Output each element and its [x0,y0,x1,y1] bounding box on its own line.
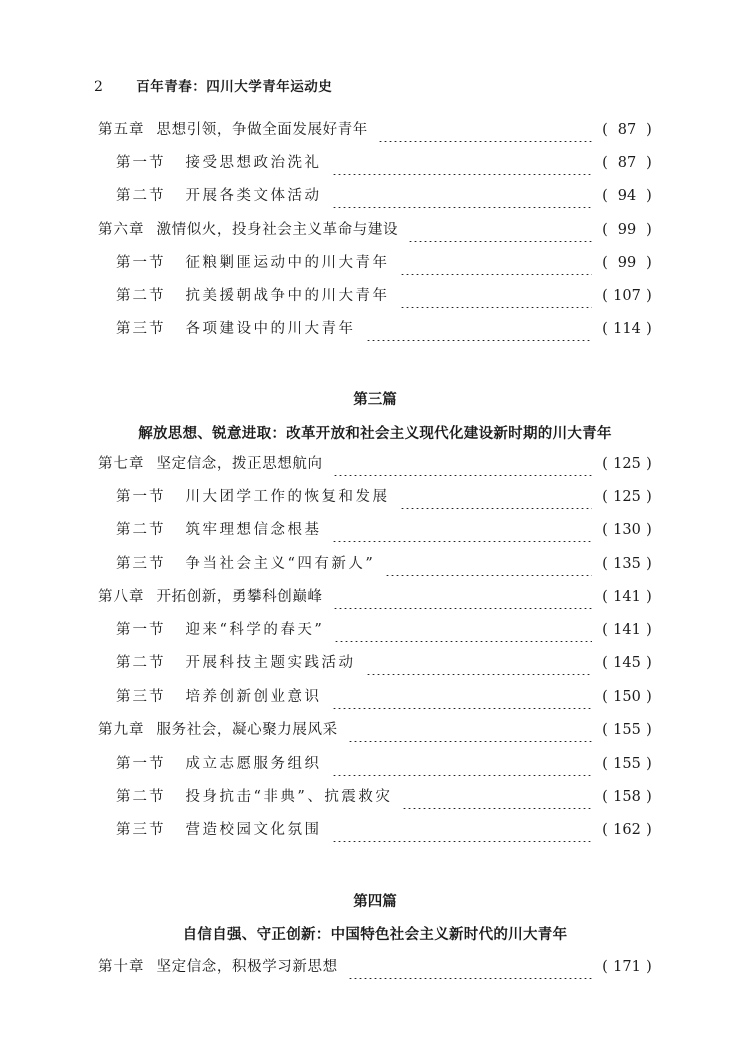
toc-entry-section[interactable] [116,685,654,709]
toc-entry-section[interactable] [116,518,654,542]
entry-page: ( 94 ) [602,188,652,204]
entry-page: ( 99 ) [602,255,652,271]
toc-entry-section[interactable] [116,752,654,776]
leader-dots [332,752,593,776]
toc-entry-section[interactable] [116,151,654,175]
toc-entry-section[interactable] [116,317,654,341]
entry-page: ( 125 ) [602,489,652,505]
entry-label: 第六章 [98,222,145,238]
leader-dots [366,317,593,341]
entry-page: ( 114 ) [602,321,652,337]
entry-label: 第十章 [98,959,145,975]
entry-title: 坚定信念，积极学习新思想 [156,959,338,975]
entry-page: ( 125 ) [602,456,652,472]
toc-entry-section[interactable] [116,284,654,308]
toc-entry-section[interactable] [116,818,654,842]
entry-page: ( 130 ) [602,522,652,538]
leader-dots [333,585,592,609]
leader-dots [332,518,593,542]
entry-page: ( 87 ) [602,155,652,171]
entry-page: ( 162 ) [602,822,652,838]
entry-title: 争当社会主义“四有新人” [185,556,376,572]
entry-label: 第一节 [116,255,166,271]
entry-label: 第一节 [116,622,166,638]
entry-page: ( 155 ) [602,756,652,772]
part-four-subtitle: 自信自强、守正创新：中国特色社会主义新时代的川大青年 [182,927,568,943]
entry-page: ( 141 ) [602,622,652,638]
entry-label: 第三节 [116,689,166,705]
entry-title: 筑牢理想信念根基 [185,522,322,538]
entry-label: 第一节 [116,756,166,772]
entry-page: ( 155 ) [602,722,652,738]
toc-entry-chapter-8[interactable] [98,585,654,609]
entry-label: 第三节 [116,321,166,337]
toc-entry-section[interactable] [116,251,654,275]
toc-entry-section[interactable] [116,184,654,208]
entry-label: 第二节 [116,789,166,805]
entry-title: 坚定信念，拨正思想航向 [156,456,323,472]
toc-entry-chapter-7[interactable] [98,452,654,476]
entry-title: 征粮剿匪运动中的川大青年 [185,255,390,271]
entry-label: 第三节 [116,556,166,572]
leader-dots [378,118,592,142]
entry-title: 抗美援朝战争中的川大青年 [185,288,390,304]
leader-dots [332,818,593,842]
toc-entry-section[interactable] [116,785,654,809]
entry-label: 第三节 [116,822,166,838]
entry-page: ( 135 ) [602,556,652,572]
entry-label: 第八章 [98,589,145,605]
leader-dots [348,718,592,742]
entry-label: 第一节 [116,155,166,171]
entry-page: ( 150 ) [602,689,652,705]
leader-dots [402,785,592,809]
page-number: 2 [94,79,103,95]
entry-label: 第二节 [116,655,166,671]
part-three-subtitle: 解放思想、锐意进取：改革开放和社会主义现代化建设新时期的川大青年 [138,426,612,442]
entry-title: 开展科技主题实践活动 [185,655,356,671]
entry-page: ( 87 ) [602,122,652,138]
leader-dots [332,184,593,208]
entry-label: 第七章 [98,456,145,472]
entry-label: 第二节 [116,522,166,538]
entry-title: 思想引领，争做全面发展好青年 [156,122,368,138]
leader-dots [400,284,593,308]
entry-page: ( 145 ) [602,655,652,671]
entry-title: 投身抗击“非典”、抗震救灾 [185,789,393,805]
entry-page: ( 141 ) [602,589,652,605]
entry-title: 各项建设中的川大青年 [185,321,356,337]
entry-title: 川大团学工作的恢复和发展 [185,489,390,505]
toc-entry-section[interactable] [116,485,654,509]
entry-page: ( 171 ) [602,959,652,975]
entry-label: 第五章 [98,122,145,138]
leader-dots [334,618,592,642]
part-four-title: 第四篇 [353,894,397,910]
entry-title: 迎来“科学的春天” [185,622,325,638]
toc-entry-chapter-6[interactable] [98,218,654,242]
running-header [94,76,332,98]
entry-label: 第二节 [116,288,166,304]
leader-dots [385,552,592,576]
leader-dots [400,485,593,509]
entry-title: 开展各类文体活动 [185,188,322,204]
book-title: 百年青春：四川大学青年运动史 [136,79,333,95]
entry-label: 第一节 [116,489,166,505]
leader-dots [332,151,593,175]
toc-entry-section[interactable] [116,552,654,576]
toc-entry-chapter-5[interactable] [98,118,654,142]
entry-title: 接受思想政治洗礼 [185,155,322,171]
entry-page: ( 107 ) [602,288,652,304]
leader-dots [332,685,593,709]
entry-title: 营造校园文化氛围 [185,822,322,838]
leader-dots [348,955,592,979]
entry-title: 激情似火，投身社会主义革命与建设 [156,222,399,238]
leader-dots [333,452,592,476]
toc-entry-chapter-9[interactable] [98,718,654,742]
entry-label: 第九章 [98,722,145,738]
entry-title: 成立志愿服务组织 [185,756,322,772]
entry-title: 培养创新创业意识 [185,689,322,705]
leader-dots [408,218,592,242]
entry-title: 开拓创新，勇攀科创巅峰 [156,589,323,605]
toc-entry-section[interactable] [116,618,654,642]
entry-label: 第二节 [116,188,166,204]
entry-page: ( 158 ) [602,789,652,805]
leader-dots [400,251,593,275]
entry-title: 服务社会，凝心聚力展风采 [156,722,338,738]
toc-entry-section[interactable] [116,651,654,675]
toc-entry-chapter-10[interactable] [98,955,654,979]
part-three-title: 第三篇 [353,392,397,408]
leader-dots [366,651,593,675]
entry-page: ( 99 ) [602,222,652,238]
